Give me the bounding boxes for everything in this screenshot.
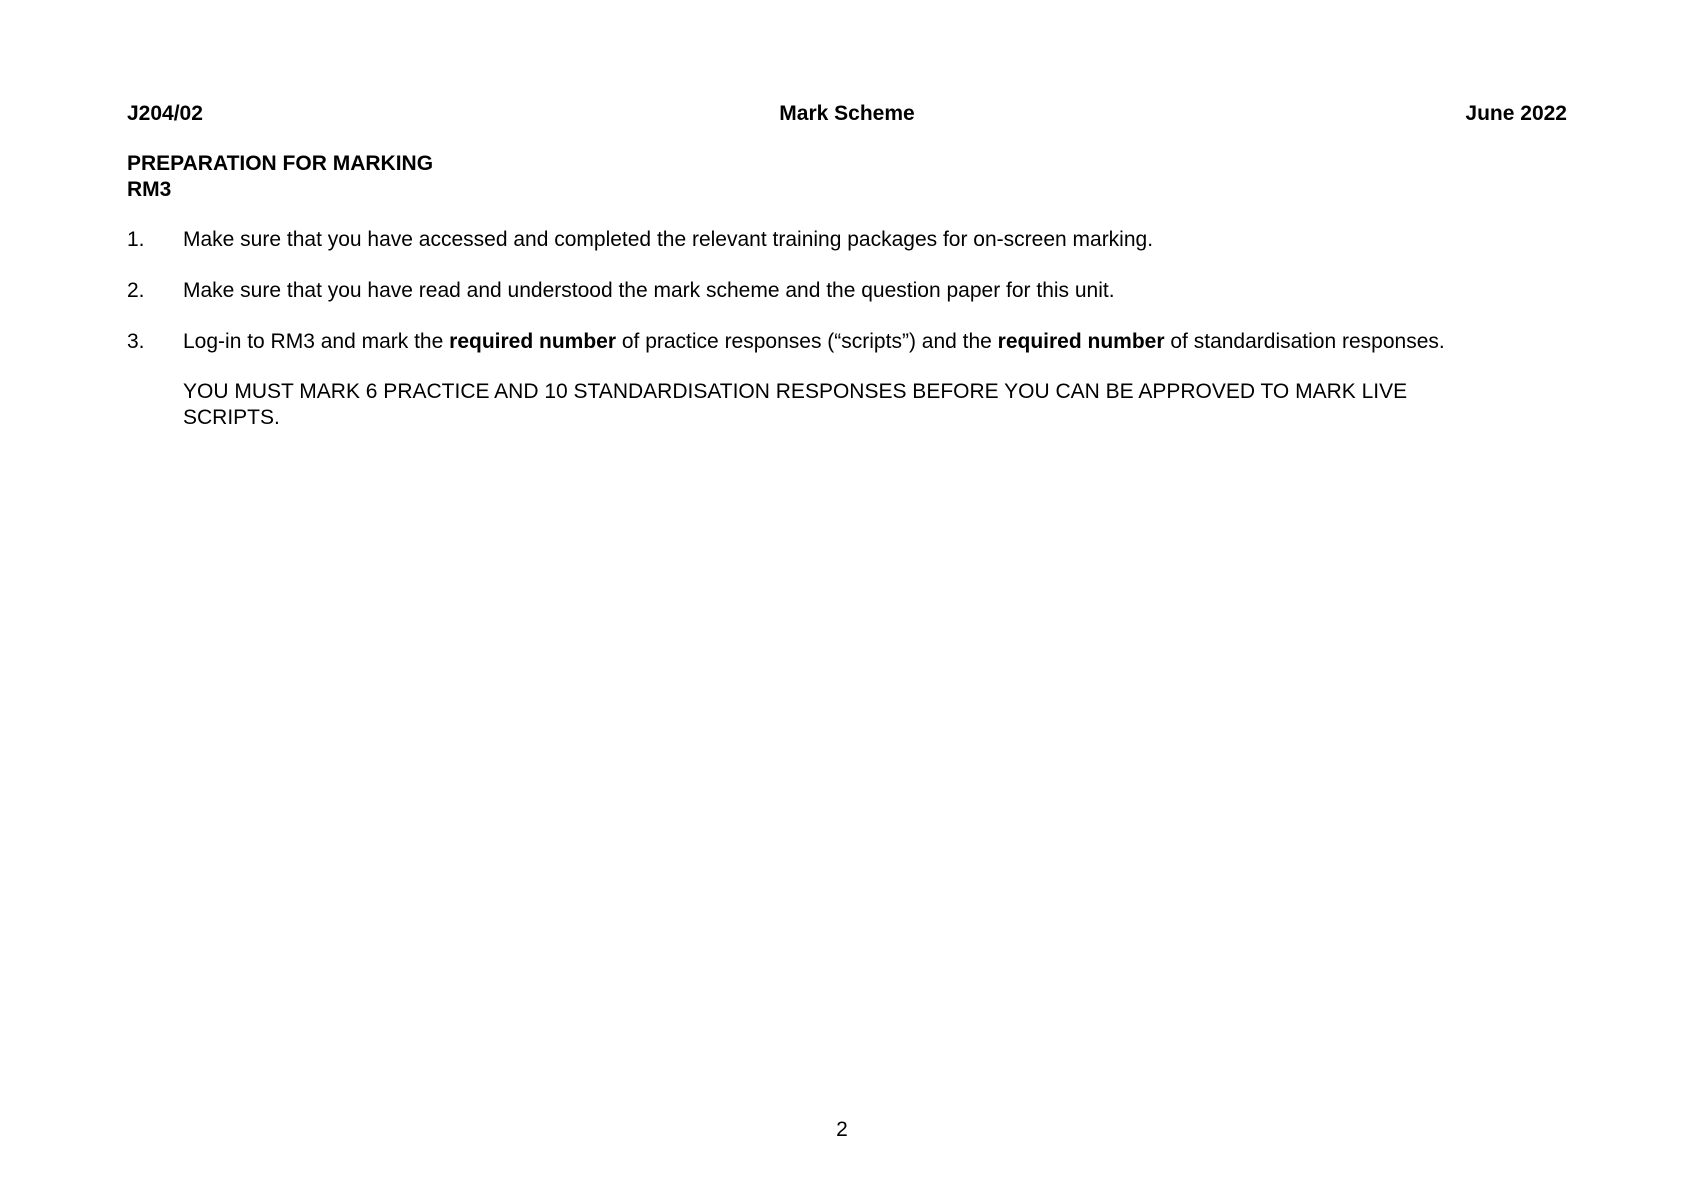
list-item: [127, 278, 1567, 304]
item-text: Make sure that you have accessed and completed the relevant training packages for on-screen marking.: [183, 228, 1154, 251]
section-title: PREPARATION FOR MARKING: [127, 152, 434, 175]
list-item: [127, 227, 1567, 253]
item-number: 1.: [127, 228, 145, 251]
item-text-part: of practice responses (“scripts”) and the: [616, 330, 998, 353]
page-number: 2: [836, 1118, 848, 1141]
instruction-list: [127, 227, 1567, 431]
item-number: 2.: [127, 279, 145, 302]
item-text: [183, 330, 1445, 353]
list-item: [127, 329, 1567, 355]
item-text-emphasis: required number: [997, 330, 1165, 353]
section-subtitle: RM3: [127, 178, 172, 201]
item-text-part: of standardisation responses.: [1164, 330, 1445, 353]
item-text-emphasis: required number: [449, 330, 617, 353]
paper-code: J204/02: [127, 102, 203, 125]
item-text: Make sure that you have read and understood the mark scheme and the question paper for this unit.: [183, 279, 1115, 302]
document-title: Mark Scheme: [779, 102, 915, 125]
item-number: 3.: [127, 330, 145, 353]
page-header: [127, 100, 1567, 128]
important-note: YOU MUST MARK 6 PRACTICE AND 10 STANDARDISATION RESPONSES BEFORE YOU CAN BE APPROVED TO MARK LIVE SCRIPTS.: [183, 380, 1408, 429]
section-heading: [127, 151, 433, 203]
exam-date: June 2022: [1465, 102, 1567, 125]
item-text-part: Log-in to RM3 and mark the: [183, 330, 450, 353]
